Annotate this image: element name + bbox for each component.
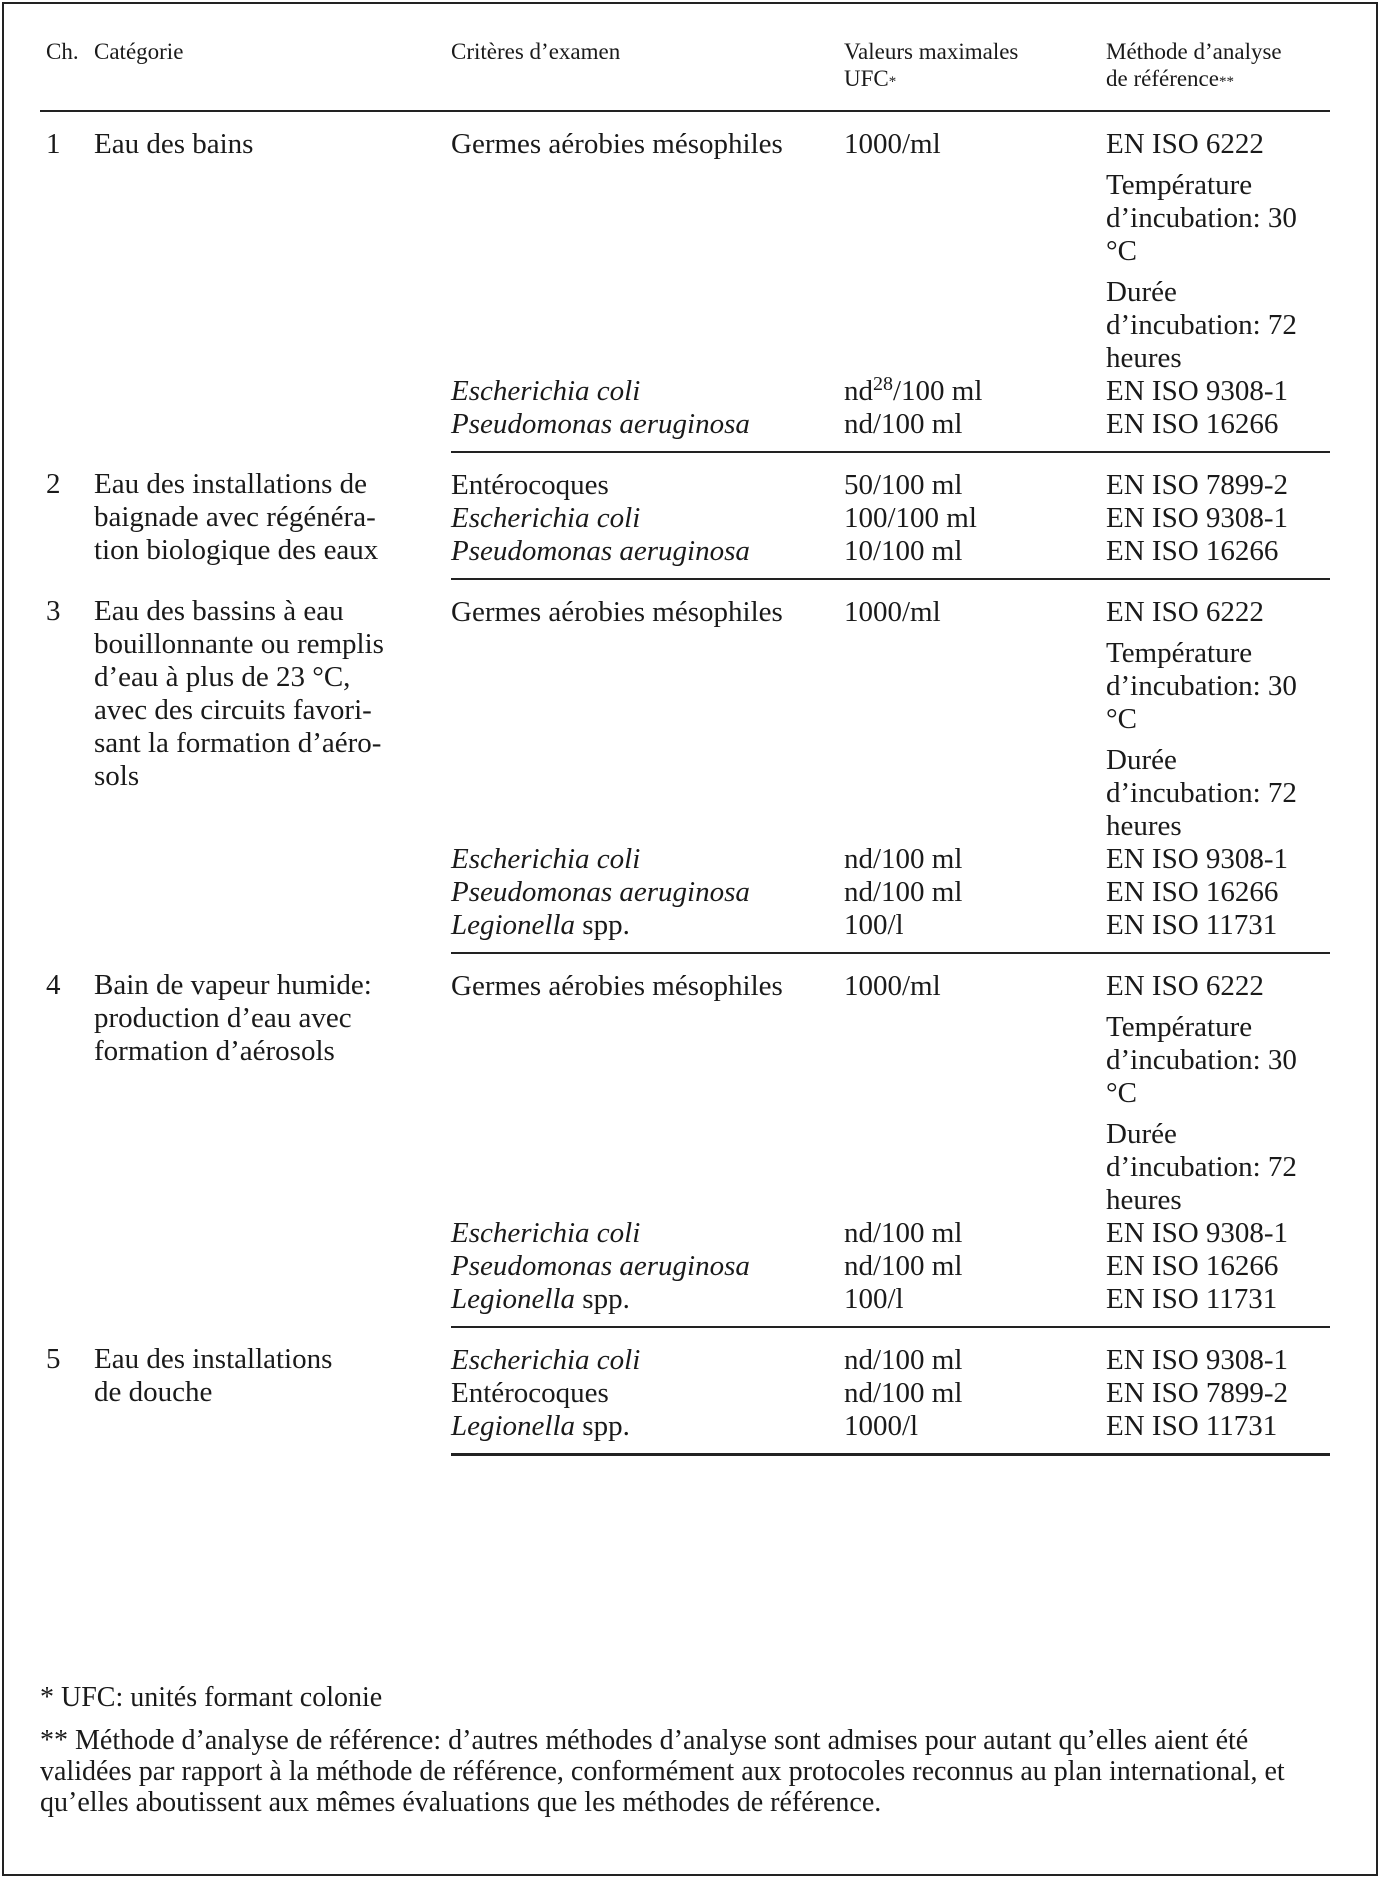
max-value-cell: nd/100 ml [844, 1377, 963, 1409]
category-line: Eau des bains [94, 128, 254, 160]
method-line: Durée d’incubation: 72 heures [1106, 276, 1297, 374]
category-line: sant la formation d’aéro- [94, 727, 382, 759]
method-line: EN ISO 6222 [1106, 128, 1264, 160]
method-line: EN ISO 7899-2 [1106, 1377, 1289, 1409]
criterion-text: Escherichia coli [451, 1217, 641, 1249]
criterion-text: Pseudomonas aeruginosa [451, 535, 750, 567]
method-cell [1106, 375, 1330, 408]
criterion-cell [451, 1410, 844, 1455]
category-line: Eau des bassins à eau [94, 595, 344, 627]
method-line: EN ISO 11731 [1106, 1410, 1278, 1442]
criterion-text: Pseudomonas aeruginosa [451, 1250, 750, 1282]
criterion-cell [451, 953, 844, 1217]
category-line: Bain de vapeur humide: [94, 969, 372, 1001]
criterion-text: Escherichia coli [451, 1344, 641, 1376]
criterion-cell [451, 1327, 844, 1377]
category-line: formation d’aérosols [94, 1035, 335, 1067]
method-line: EN ISO 16266 [1106, 1250, 1279, 1282]
value-text: /100 ml [893, 375, 983, 407]
criterion-text: Legionella [451, 1410, 576, 1442]
criterion-text: Legionella [451, 1283, 576, 1315]
category-line: sols [94, 760, 140, 792]
table-row [40, 111, 1330, 375]
criterion-cell [451, 111, 844, 375]
method-line: EN ISO 7899-2 [1106, 469, 1289, 501]
criterion-cell [451, 1283, 844, 1327]
max-value-cell: 50/100 ml [844, 469, 963, 501]
max-value-cell [844, 375, 1106, 408]
category-line: d’eau à plus de 23 °C, [94, 661, 351, 693]
category-line: production d’eau avec [94, 1002, 352, 1034]
max-value-cell: 1000/ml [844, 970, 941, 1002]
max-value-cell: nd/100 ml [844, 1217, 963, 1249]
criterion-cell [451, 535, 844, 579]
category-line: Eau des installations de [94, 468, 368, 500]
criterion-text: Germes aérobies mésophiles [451, 596, 783, 628]
criterion-cell [451, 1217, 844, 1250]
criterion-text: spp. [575, 1283, 630, 1315]
chapter-number: 3 [46, 595, 61, 627]
method-line: Température d’incubation: 30 °C [1106, 1011, 1297, 1109]
method-line: EN ISO 16266 [1106, 876, 1279, 908]
chapter-number: 2 [46, 468, 61, 500]
method-cell [1106, 1327, 1330, 1377]
value-text: nd [844, 375, 873, 407]
category-line: Eau des installations [94, 1343, 333, 1375]
method-cell [1106, 408, 1330, 452]
category-cell [94, 111, 451, 452]
method-line: EN ISO 6222 [1106, 596, 1264, 628]
method-line: EN ISO 9308-1 [1106, 502, 1289, 534]
method-cell [1106, 876, 1330, 909]
criterion-text: Escherichia coli [451, 375, 641, 407]
method-cell [1106, 111, 1330, 375]
criterion-text: Legionella [451, 909, 576, 941]
criterion-cell [451, 1377, 844, 1410]
method-line: Durée d’incubation: 72 heures [1106, 1118, 1297, 1216]
criterion-text: Escherichia coli [451, 502, 641, 534]
category-line: bouillonnante ou remplis [94, 628, 384, 660]
method-line: EN ISO 16266 [1106, 535, 1279, 567]
max-value-cell: 1000/ml [844, 128, 941, 160]
criterion-cell [451, 502, 844, 535]
max-value-cell: 100/l [844, 909, 1106, 953]
criterion-cell [451, 579, 844, 843]
header-values [844, 26, 1106, 111]
method-line: EN ISO 11731 [1106, 909, 1278, 941]
header-values-line1: Valeurs maximales [844, 39, 1019, 64]
method-cell [1106, 579, 1330, 843]
method-cell [1106, 1217, 1330, 1250]
method-line: EN ISO 9308-1 [1106, 1344, 1289, 1376]
criterion-text: Germes aérobies mésophiles [451, 970, 783, 1002]
footnotes [40, 1682, 1330, 1830]
max-value-cell: 10/100 ml [844, 535, 1106, 579]
criterion-text: Pseudomonas aeruginosa [451, 408, 750, 440]
category-cell [94, 579, 451, 953]
max-value-cell: nd/100 ml [844, 1250, 963, 1282]
max-value-cell: nd/100 ml [844, 1344, 963, 1376]
criterion-text: spp. [575, 1410, 630, 1442]
table-row [40, 452, 1330, 502]
method-cell [1106, 843, 1330, 876]
footnote-ufc: * UFC: unités formant colonie [40, 1682, 383, 1713]
criterion-text: Pseudomonas aeruginosa [451, 876, 750, 908]
criterion-text: Germes aérobies mésophiles [451, 128, 783, 160]
max-value-cell: nd/100 ml [844, 408, 1106, 452]
criterion-text: Entérocoques [451, 469, 609, 501]
method-line: EN ISO 9308-1 [1106, 375, 1289, 407]
category-cell [94, 452, 451, 579]
method-line: EN ISO 9308-1 [1106, 843, 1289, 875]
method-line: Température d’incubation: 30 °C [1106, 637, 1297, 735]
criterion-cell [451, 452, 844, 502]
method-line: EN ISO 9308-1 [1106, 1217, 1289, 1249]
max-value-cell: nd/100 ml [844, 843, 963, 875]
method-line: EN ISO 6222 [1106, 970, 1264, 1002]
table-row [40, 953, 1330, 1217]
table-row [40, 1327, 1330, 1377]
criterion-cell [451, 876, 844, 909]
category-line: baignade avec régénéra- [94, 501, 376, 533]
criterion-cell [451, 843, 844, 876]
header-method-line1: Méthode d’analyse [1106, 39, 1282, 64]
table-row [40, 579, 1330, 843]
method-cell [1106, 1283, 1330, 1327]
max-value-cell: 1000/l [844, 1410, 1106, 1455]
criterion-text: Escherichia coli [451, 843, 641, 875]
method-cell [1106, 909, 1330, 953]
chapter-number: 4 [46, 969, 61, 1001]
category-line: tion biologique des eaux [94, 534, 379, 566]
chapter-number: 1 [46, 128, 61, 160]
criterion-cell [451, 1250, 844, 1283]
header-values-line2: UFC [844, 66, 889, 91]
criteria-table [40, 26, 1330, 1456]
category-line: avec des circuits favori- [94, 694, 372, 726]
max-value-cell: 1000/ml [844, 596, 941, 628]
header-criteria: Critères d’examen [451, 26, 844, 111]
method-cell [1106, 953, 1330, 1217]
table-body [40, 111, 1330, 1455]
method-cell [1106, 535, 1330, 579]
method-line: EN ISO 11731 [1106, 1283, 1278, 1315]
criterion-cell [451, 408, 844, 452]
header-method-line2: de référence [1106, 66, 1219, 91]
method-cell [1106, 502, 1330, 535]
category-line: de douche [94, 1376, 213, 1408]
method-cell [1106, 452, 1330, 502]
method-line: Température d’incubation: 30 °C [1106, 169, 1297, 267]
criterion-text: spp. [575, 909, 630, 941]
max-value-cell: nd/100 ml [844, 876, 963, 908]
footnote-reference-method: ** Méthode d’analyse de référence: d’autres méthodes d’analyse sont admises pour autant qu’elles aient été validées par rapport à la méthode de référence, conformément aux protocoles reconnus au plan international, et qu’elles aboutissent aux mêmes évaluations que les méthodes de référence. [40, 1725, 1285, 1818]
header-values-footnote-mark: * [888, 74, 897, 90]
table-header [40, 26, 1330, 111]
header-method-footnote-mark: ** [1218, 74, 1234, 90]
criterion-cell [451, 375, 844, 408]
criterion-cell [451, 909, 844, 953]
category-cell [94, 953, 451, 1327]
header-ch: Ch. [40, 26, 94, 111]
footnote-ref: 28 [873, 373, 893, 395]
method-cell [1106, 1410, 1330, 1455]
header-category: Catégorie [94, 26, 451, 111]
method-line: EN ISO 16266 [1106, 408, 1279, 440]
category-cell [94, 1327, 451, 1455]
criterion-text: Entérocoques [451, 1377, 609, 1409]
method-cell [1106, 1250, 1330, 1283]
chapter-number: 5 [46, 1343, 61, 1375]
max-value-cell: 100/l [844, 1283, 1106, 1327]
method-line: Durée d’incubation: 72 heures [1106, 744, 1297, 842]
max-value-cell: 100/100 ml [844, 502, 977, 534]
method-cell [1106, 1377, 1330, 1410]
header-method [1106, 26, 1330, 111]
